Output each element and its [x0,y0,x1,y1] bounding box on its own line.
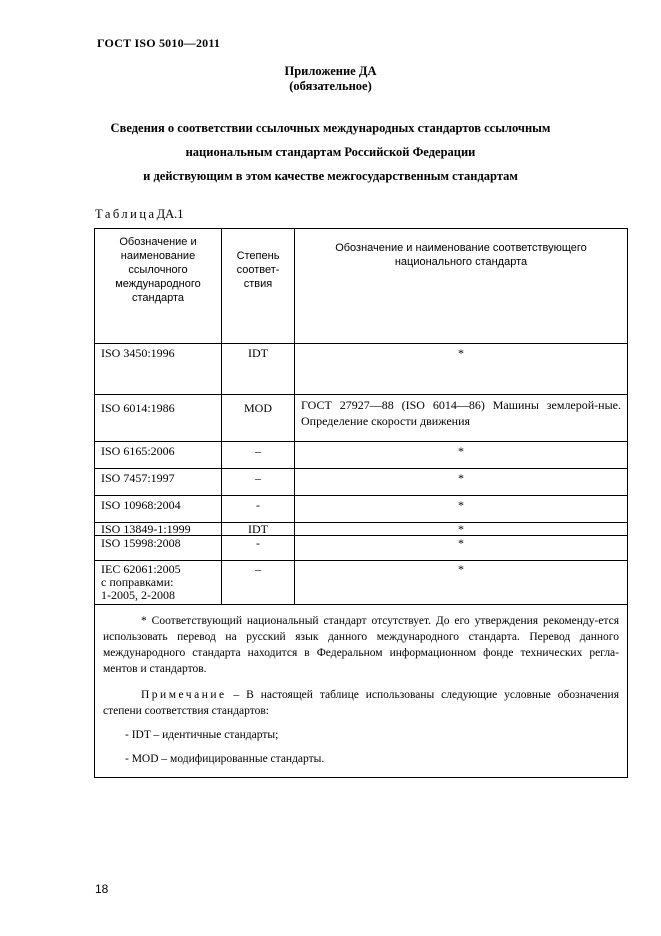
header-international-standard: Обозначение и наименование ссылочного международного стандарта [95,229,222,344]
header-degree: Степень соответ-ствия [222,229,295,344]
cell-ref: ISO 6014:1986 [95,395,222,442]
cell-ref [95,561,222,605]
section-title-line-3: и действующим в этом качестве межгосударственным стандартам [143,169,518,183]
cell-national: * [295,496,628,523]
cell-ref: ISO 10968:2004 [95,496,222,523]
cell-ref-line: с поправками: [101,575,174,589]
cell-ref: ISO 7457:1997 [95,469,222,496]
table-row [95,561,628,605]
cell-ref: ISO 15998:2008 [95,536,222,561]
table-row [95,442,628,469]
note-text: – В настоящей таблице использованы следующие условные обозначения степени соответствия стандартов: [103,689,619,717]
table-header-row [95,229,628,344]
note [103,687,619,719]
cell-ref: ISO 3450:1996 [95,344,222,395]
cell-ref-line: IEC 62061:2005 [101,562,181,576]
table-caption [95,207,184,222]
cell-degree: – [222,469,295,496]
section-title [0,116,661,188]
document-code: ГОСТ ISO 5010—2011 [97,36,221,50]
cell-national: * [295,536,628,561]
cell-national: * [295,469,628,496]
annex-title [0,64,661,94]
legend-item-mod: - MOD – модифицированные стандарты. [125,753,325,765]
cell-degree: IDT [222,344,295,395]
table-row [95,536,628,561]
table-notes-row [95,605,628,778]
table-row [95,395,628,442]
table-row [95,469,628,496]
cell-ref: ISO 13849-1:1999 [95,523,222,536]
cell-national: * [295,344,628,395]
cell-national: * [295,523,628,536]
cell-national: ГОСТ 27927—88 (ISO 6014—86) Машины землерой-ные. Определение скорости движения [295,395,628,442]
cell-degree: – [222,442,295,469]
cell-degree: - [222,536,295,561]
table-caption-word: Таблица [95,207,157,221]
cell-ref: ISO 6165:2006 [95,442,222,469]
page-number: 18 [95,882,109,896]
note-label: Примечание [141,689,227,701]
cell-degree: MOD [222,395,295,442]
annex-label: Приложение ДА [284,64,377,78]
footnote: * Соответствующий национальный стандарт отсутствует. До его утверждения рекоменду-ется использовать перевод на русский язык данного международного стандарта. Перевод данного международного стандарта находится в Федеральном информационном фонде технических регла-ментов и стандартов. [103,615,619,675]
section-title-line-2: национальным стандартам Российской Федерации [185,145,476,159]
table-row [95,344,628,395]
table-notes [95,605,628,778]
cell-degree: IDT [222,523,295,536]
section-title-line-1: Сведения о соответствии ссылочных международных стандартов ссылочным [110,121,551,135]
correspondence-table [94,228,628,778]
cell-degree: - [222,496,295,523]
cell-national: * [295,442,628,469]
table-caption-number: ДА.1 [156,207,184,221]
cell-degree: – [222,561,295,605]
cell-national: * [295,561,628,605]
legend-item-idt: - IDT – идентичные стандарты; [125,729,279,741]
table-row [95,496,628,523]
header-national-standard: Обозначение и наименование соответствующего национального стандарта [295,229,628,344]
table-row [95,523,628,536]
cell-ref-line: 1-2005, 2-2008 [101,588,175,602]
annex-status: (обязательное) [289,79,372,93]
